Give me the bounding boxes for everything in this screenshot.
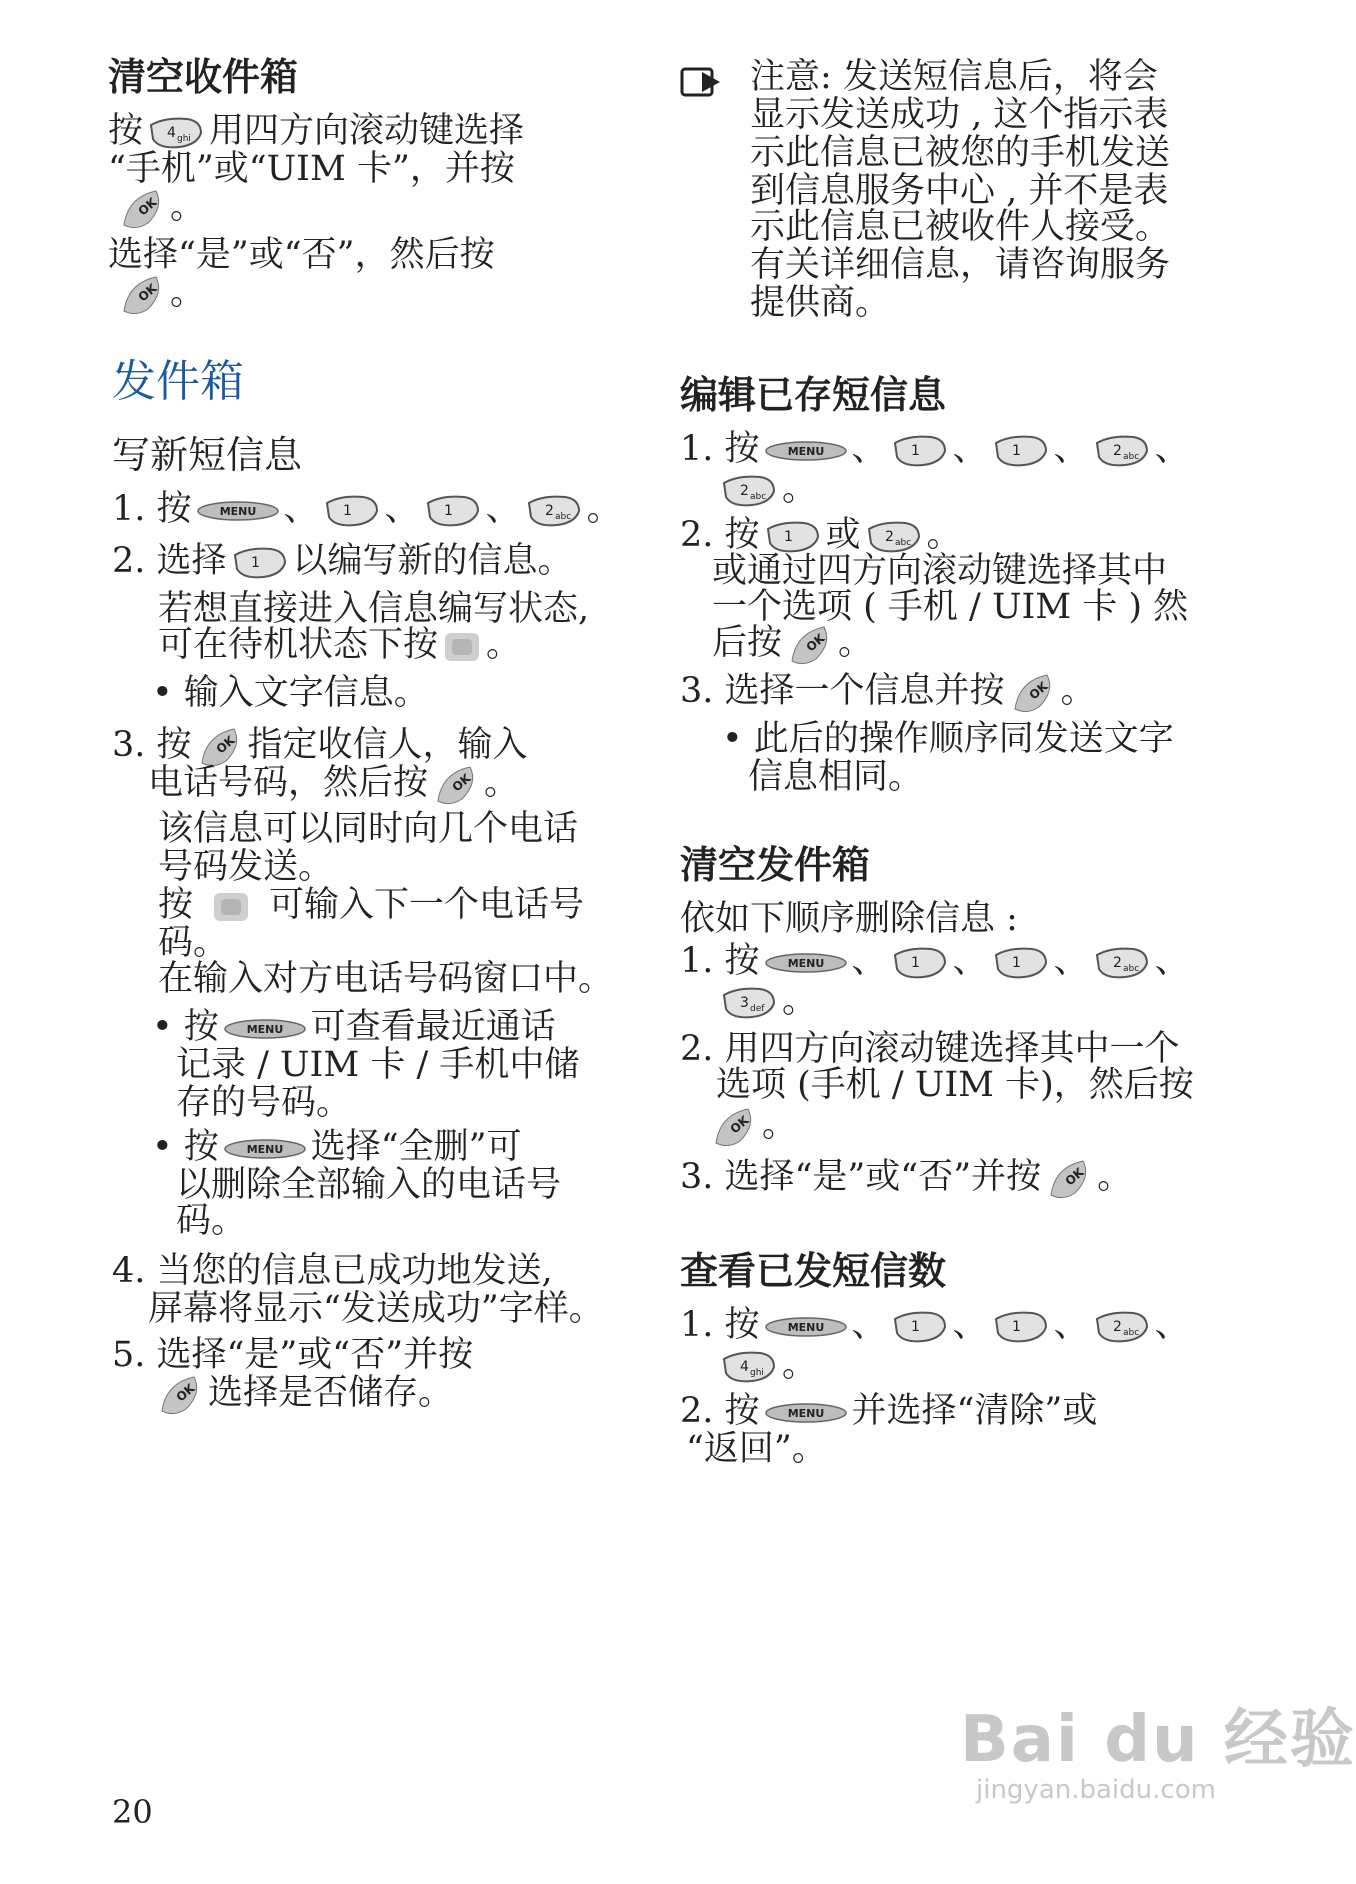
baidu-watermark: Bai du 经验 jingyan.baidu.com (960, 1703, 1356, 1805)
ok-key-icon (432, 763, 480, 807)
key-1-icon (992, 433, 1050, 469)
ok-key-icon (710, 1105, 758, 1149)
write-bullet-3: • 按 MENU 选择“全删”可 (152, 1127, 522, 1167)
svg-text:2: 2 (884, 528, 894, 545)
note-line-1: 注意: 发送短信息后，将会 (750, 57, 1158, 97)
write-multi-3: 按 可输入下一个电话号 (158, 885, 585, 925)
svg-text:MENU: MENU (787, 444, 824, 458)
write-step-1: 1. 按 MENU 、 1 、 1 、 2 abc 。 (112, 489, 622, 529)
edit-step-1: 1. 按 MENU 、 1 、 1 、 2 abc 、 (680, 429, 1190, 469)
key-1-icon (992, 945, 1050, 981)
svg-text:MENU: MENU (787, 1406, 824, 1420)
svg-text:MENU: MENU (246, 1142, 284, 1156)
svg-text:1: 1 (443, 502, 453, 519)
ok-key-icon (156, 1373, 204, 1417)
edit-step-1b: 2 abc 。 (716, 468, 817, 510)
key-1-icon (891, 1309, 949, 1345)
svg-text:OK: OK (449, 770, 474, 794)
svg-text:1: 1 (1011, 442, 1021, 459)
key-1-icon (891, 433, 949, 469)
svg-text:2: 2 (740, 482, 749, 499)
write-bullet-3c: 码。 (176, 1201, 247, 1241)
clear-outbox-step-2c: OK 。 (706, 1104, 797, 1149)
svg-text:2: 2 (1112, 1318, 1122, 1335)
ok-key-icon (786, 623, 834, 667)
svg-text:OK: OK (803, 630, 828, 654)
blurred-key-icon (211, 890, 251, 924)
note-line-6: 有关详细信息，请咨询服务 (750, 245, 1171, 285)
edit-or-2: 一个选项 ( 手机 / UIM 卡 ) 然 (712, 587, 1189, 627)
svg-text:ghi: ghi (177, 133, 191, 144)
key-1-icon (992, 1309, 1050, 1345)
clear-inbox-line-5: OK 。 (108, 272, 205, 317)
menu-key-icon (764, 438, 848, 464)
clear-outbox-intro: 依如下顺序删除信息 : (680, 899, 1018, 939)
key-2-icon (720, 473, 778, 509)
svg-text:4: 4 (167, 124, 176, 141)
write-bullet-2: • 按 MENU 可查看最近通话 (152, 1007, 556, 1047)
svg-text:ghi: ghi (750, 1367, 764, 1378)
svg-text:abc: abc (894, 537, 911, 548)
sent-count-step-2b: “返回”。 (686, 1429, 827, 1469)
key-2-icon (1093, 433, 1151, 469)
menu-key-icon (223, 1016, 307, 1042)
svg-text:abc: abc (750, 491, 767, 502)
blurred-key-icon (442, 630, 482, 664)
ok-key-icon (1009, 671, 1057, 715)
svg-text:4: 4 (740, 1358, 749, 1375)
write-multi-2: 号码发送。 (158, 847, 334, 887)
write-new-title: 写新短信息 (112, 433, 303, 477)
edit-or-3: 后按 OK 。 (712, 622, 873, 667)
key-1-icon (323, 493, 381, 529)
menu-key-icon (764, 950, 848, 976)
note-line-3: 示此信息已被您的手机发送 (750, 133, 1171, 173)
page-number: 20 (112, 1793, 153, 1831)
svg-text:def: def (750, 1003, 765, 1014)
write-step-3: 3. 按 OK 指定收信人，输入 (112, 724, 528, 769)
svg-text:2: 2 (1112, 442, 1122, 459)
sent-count-step-2: 2. 按 MENU 并选择“清除”或 (680, 1391, 1098, 1431)
write-note-1: 若想直接进入信息编写状态, (158, 589, 590, 629)
key-1-icon (231, 545, 289, 581)
menu-key-icon (223, 1136, 307, 1162)
svg-text:abc: abc (554, 511, 571, 522)
write-step-3b: 电话号码，然后按 OK 。 (148, 762, 519, 807)
clear-outbox-step-3: 3. 选择“是”或“否”并按 OK 。 (680, 1156, 1132, 1201)
write-multi-1: 该信息可以同时向几个电话 (158, 809, 579, 849)
write-step-4: 4. 当您的信息已成功地发送, (112, 1251, 553, 1291)
note-line-7: 提供商。 (750, 283, 891, 323)
write-bullet-2b: 记录 / UIM 卡 / 手机中储 (176, 1045, 580, 1085)
key-1-icon (891, 945, 949, 981)
key-2-icon (1093, 1309, 1151, 1345)
note-line-2: 显示发送成功 , 这个指示表 (750, 95, 1169, 135)
note-line-5: 示此信息已被收件人接受。 (750, 207, 1171, 247)
svg-text:abc: abc (1122, 451, 1139, 462)
svg-text:MENU: MENU (219, 504, 256, 518)
svg-text:MENU: MENU (246, 1022, 284, 1036)
key-3-icon (720, 985, 778, 1021)
clear-inbox-line-2: “手机”或“UIM 卡”，并按 (108, 149, 515, 189)
write-step-2: 2. 选择 1 以编写新的信息。 (112, 541, 573, 581)
svg-text:OK: OK (135, 280, 160, 304)
write-note-2: 可在待机状态下按 。 (158, 625, 522, 665)
sent-count-step-1: 1. 按 MENU 、 1 、 1 、 2 abc 、 (680, 1305, 1190, 1345)
svg-text:OK: OK (135, 194, 160, 218)
menu-key-icon (764, 1400, 848, 1426)
key-2-icon (525, 493, 583, 529)
key-1-icon (424, 493, 482, 529)
edit-bullet-1: • 此后的操作顺序同发送文字 (722, 719, 1174, 759)
ok-key-icon (118, 187, 166, 231)
note-line-4: 到信息服务中心 , 并不是表 (750, 171, 1169, 211)
write-bullet-2c: 存的号码。 (176, 1083, 352, 1123)
edit-saved-title: 编辑已存短信息 (680, 373, 947, 417)
ok-key-icon (118, 273, 166, 317)
key-4-icon (147, 115, 205, 151)
note-icon (680, 66, 724, 104)
ok-key-icon (1045, 1157, 1093, 1201)
sent-count-title: 查看已发短信数 (680, 1249, 947, 1293)
svg-text:OK: OK (1026, 678, 1050, 702)
clear-inbox-line-4: 选择“是”或“否”，然后按 (108, 235, 495, 275)
clear-outbox-step-1: 1. 按 MENU 、 1 、 1 、 2 abc 、 (680, 941, 1190, 981)
svg-text:1: 1 (250, 554, 260, 571)
svg-text:MENU: MENU (787, 1320, 824, 1334)
sent-count-step-1b: 4 ghi 。 (716, 1344, 817, 1386)
write-step-5b: OK 选择是否储存。 (152, 1372, 453, 1417)
svg-text:2: 2 (1112, 954, 1122, 971)
menu-key-icon (764, 1314, 848, 1340)
write-bullet-1: • 输入文字信息。 (152, 673, 429, 713)
svg-text:abc: abc (1122, 963, 1139, 974)
clear-inbox-line-3: OK 。 (108, 186, 205, 231)
clear-outbox-step-1b: 3 def 。 (716, 980, 817, 1022)
svg-text:abc: abc (1122, 1327, 1139, 1338)
svg-text:OK: OK (727, 1112, 752, 1136)
svg-text:OK: OK (1062, 1164, 1087, 1188)
svg-text:OK: OK (213, 732, 237, 756)
svg-text:1: 1 (342, 502, 352, 519)
key-2-icon (1093, 945, 1151, 981)
svg-text:3: 3 (740, 994, 749, 1011)
edit-step-2: 2. 按 1 或 2 abc 。 (680, 515, 962, 555)
svg-text:MENU: MENU (787, 956, 824, 970)
outbox-section-title: 发件箱 (112, 356, 244, 407)
key-4-icon (720, 1349, 778, 1385)
edit-step-3: 3. 选择一个信息并按 OK 。 (680, 670, 1096, 715)
clear-outbox-step-2: 2. 用四方向滚动键选择其中一个 (680, 1029, 1180, 1069)
edit-bullet-1b: 信息相同。 (748, 757, 924, 797)
clear-inbox-line-1: 按 4 ghi 用四方向滚动键选择 (108, 111, 525, 151)
write-step-5: 5. 选择“是”或“否”并按 (112, 1335, 474, 1375)
clear-outbox-step-2b: 选项 (手机 / UIM 卡)，然后按 (716, 1065, 1194, 1105)
svg-text:1: 1 (910, 954, 920, 971)
write-multi-5: 在输入对方电话号码窗口中。 (158, 959, 614, 999)
svg-text:2: 2 (544, 502, 554, 519)
menu-key-icon (196, 498, 280, 524)
svg-text:1: 1 (783, 528, 793, 545)
svg-text:1: 1 (1011, 1318, 1021, 1335)
clear-inbox-title: 清空收件箱 (108, 55, 299, 99)
clear-outbox-title: 清空发件箱 (680, 843, 871, 887)
svg-text:1: 1 (910, 442, 920, 459)
write-bullet-3b: 以删除全部输入的电话号 (176, 1165, 562, 1205)
svg-text:OK: OK (173, 1380, 198, 1404)
write-step-4b: 屏幕将显示“发送成功”字样。 (148, 1289, 604, 1329)
svg-text:1: 1 (910, 1318, 920, 1335)
edit-or-1: 或通过四方向滚动键选择其中 (712, 551, 1168, 591)
svg-text:1: 1 (1011, 954, 1021, 971)
write-multi-4: 码。 (158, 923, 229, 963)
